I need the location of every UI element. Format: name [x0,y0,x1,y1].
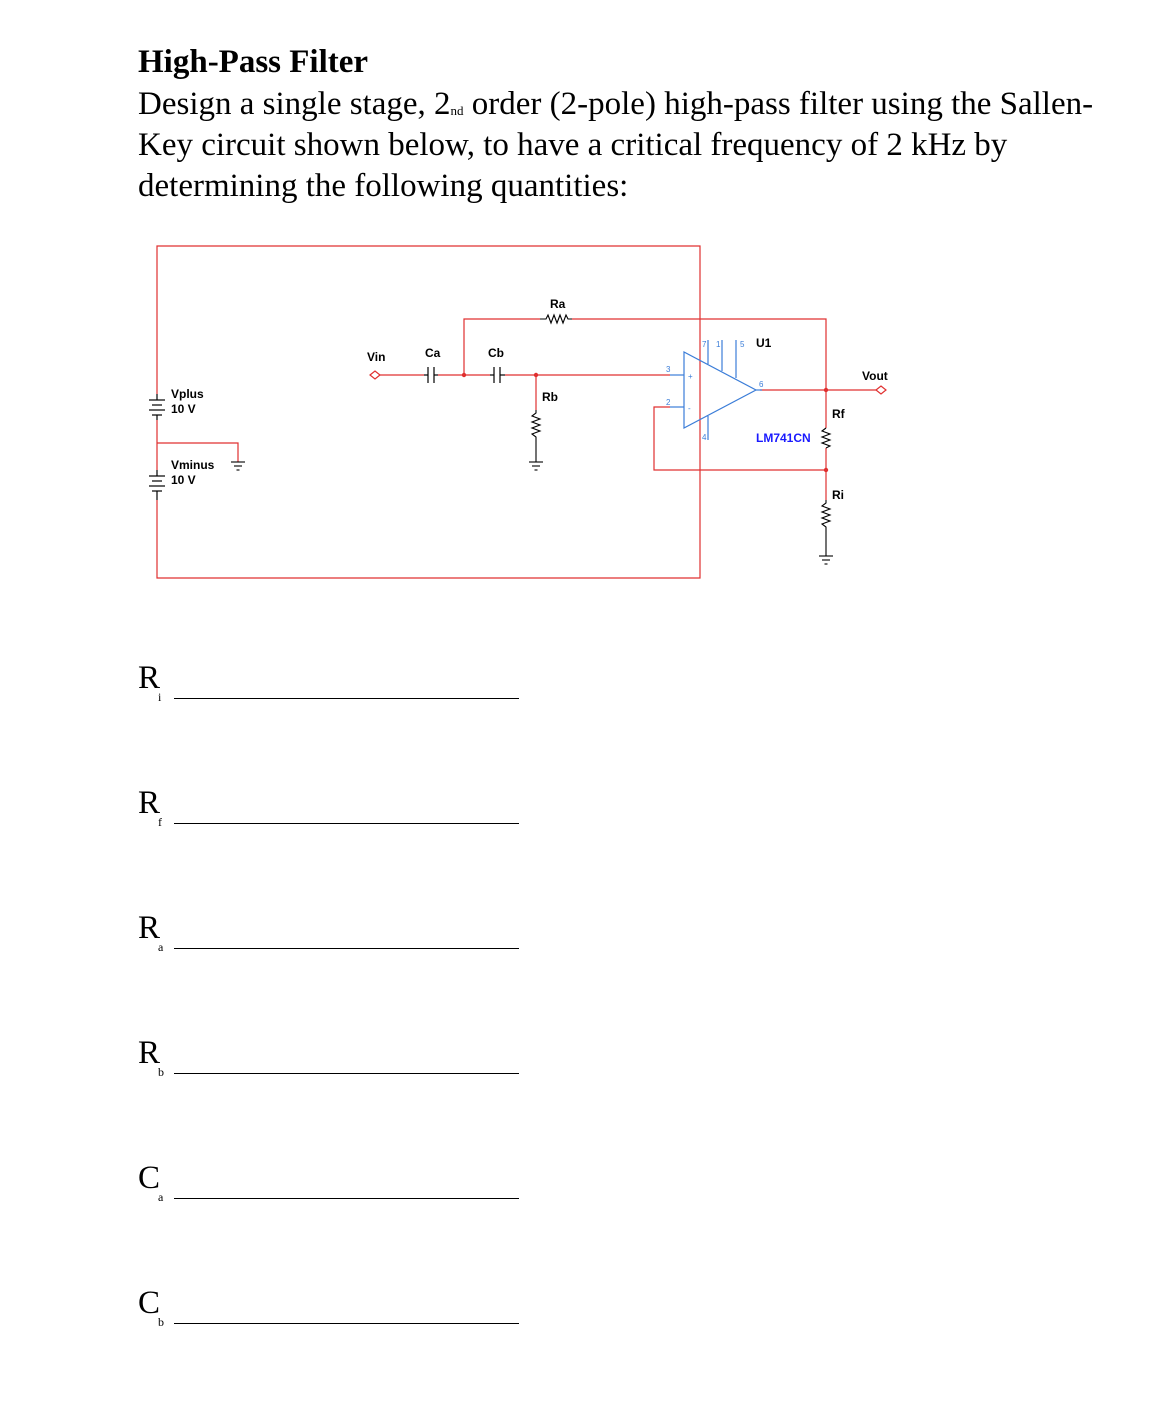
statement-part-1: Design a single stage, 2 [138,86,451,122]
outer-loop-wire [157,246,700,578]
pin-2: 2 [666,398,671,407]
answer-row-ra [138,910,538,970]
answer-blank-cb[interactable] [174,1323,519,1324]
answer-row-ca [138,1160,538,1220]
vout-terminal-icon [876,386,886,394]
ordinal-superscript: nd [450,103,464,118]
pin-5: 5 [740,340,745,349]
ra-right-wire [572,319,826,390]
resistor-rb-icon [532,410,540,462]
opamp-model-label: LM741CN [756,431,811,445]
junction-dot [462,373,466,377]
vminus-label: Vminus [171,458,215,472]
capacitor-ca-icon [424,367,438,383]
answer-symbol: R [138,910,161,946]
vin-terminal-icon [370,371,380,379]
noninverting-sign: + [688,372,693,381]
ground-icon [819,556,833,564]
wires [157,246,876,578]
answer-blank-rb[interactable] [174,1073,519,1074]
opamp-icon [670,340,762,440]
battery-vminus-icon [149,470,165,500]
pin-4: 4 [702,433,707,442]
rb-label: Rb [542,390,558,404]
pin-7: 7 [702,340,707,349]
answer-symbol: C [138,1285,161,1321]
resistor-ra-icon [540,315,572,323]
vin-label: Vin [367,350,386,364]
ra-label: Ra [550,297,566,311]
answer-subscript: b [158,1315,164,1329]
answer-subscript: a [158,940,164,954]
answer-symbol: R [138,1035,161,1071]
answer-subscript: f [158,815,162,829]
answer-blank-ri[interactable] [174,698,519,699]
u1-label: U1 [756,336,772,350]
ground-icon [529,462,543,470]
ground-icon [231,462,245,470]
page-title: High-Pass Filter [138,44,369,80]
answer-subscript: b [158,1065,164,1079]
junction-dot [824,468,828,472]
answer-symbol: C [138,1160,161,1196]
answer-blank-ra[interactable] [174,948,519,949]
ca-label: Ca [425,346,441,360]
junctions [462,373,828,472]
statement-part-2: order (2-pole) high-pass filter using the Sallen-Key circuit shown below, to have a critical frequency of 2 kHz by determining the following quantities: [138,86,1094,204]
capacitor-cb-icon [490,367,505,383]
pin-3: 3 [666,365,671,374]
answer-row-cb [138,1285,538,1345]
vplus-value: 10 V [171,402,196,416]
answer-symbol: R [138,785,161,821]
answer-subscript: i [158,690,162,704]
inverting-sign: - [688,404,691,413]
vout-label: Vout [862,369,888,383]
junction-dot [824,388,828,392]
rf-label: Rf [832,407,845,421]
cb-label: Cb [488,346,504,360]
sallen-key-schematic [0,0,1170,620]
ri-label: Ri [832,488,844,502]
pin-6: 6 [759,380,764,389]
resistor-ri-icon [822,500,830,556]
vminus-value: 10 V [171,473,196,487]
answer-symbol: R [138,660,161,696]
battery-vplus-icon [149,394,165,420]
answer-row-rb [138,1035,538,1095]
answer-subscript: a [158,1190,164,1204]
resistor-rf-icon [822,428,830,448]
answer-blank-ca[interactable] [174,1198,519,1199]
answer-row-ri [138,660,538,720]
vplus-label: Vplus [171,387,204,401]
answer-blank-rf[interactable] [174,823,519,824]
answer-row-rf [138,785,538,845]
pin-1: 1 [716,340,721,349]
junction-dot [534,373,538,377]
